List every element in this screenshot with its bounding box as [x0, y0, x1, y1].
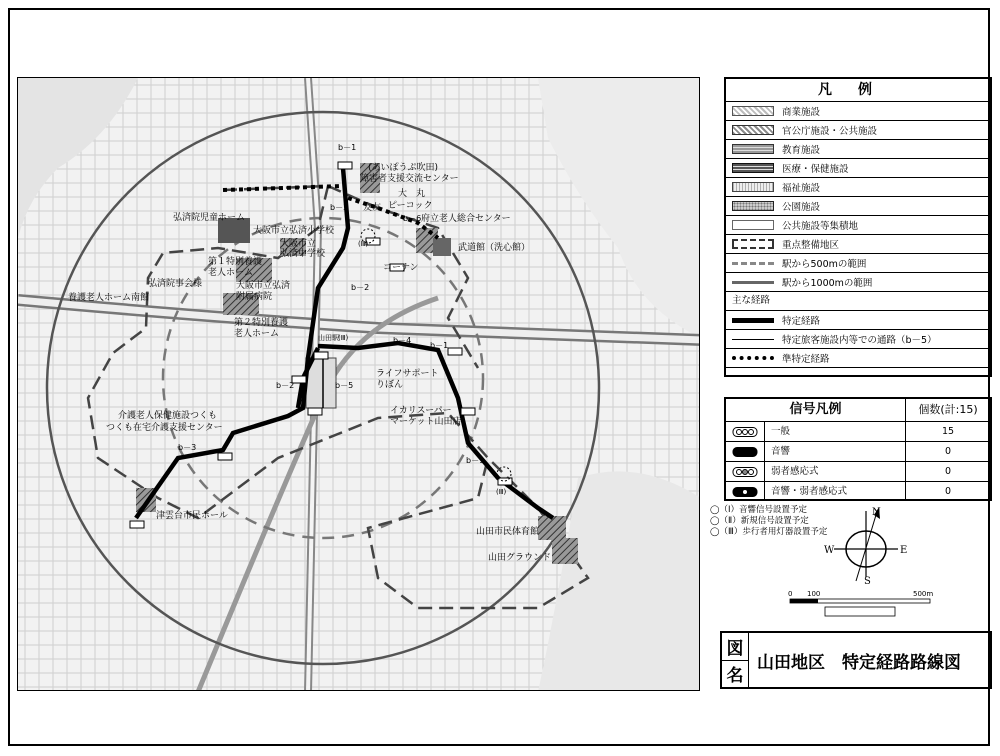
legend-label: 公共施設等集積地 — [782, 221, 859, 232]
legend-row — [726, 235, 990, 254]
legend-label: 駅から500mの範囲 — [782, 259, 867, 270]
map-label: 友友 — [363, 203, 382, 213]
legend-swatch — [732, 281, 774, 284]
signal-notes — [710, 505, 827, 538]
signal-count: 0 — [944, 486, 952, 497]
route-legend-row — [726, 330, 990, 349]
map-label: 介護老人保健施設つくも — [118, 411, 218, 421]
map-label: 武道館（洗心館） — [458, 243, 531, 253]
compass-south: S — [864, 576, 871, 585]
legend-swatch — [732, 239, 774, 249]
signal-note: (Ⅲ) — [338, 334, 349, 342]
route-label: 特定経路 — [782, 316, 821, 327]
facility-ground[interactable] — [552, 538, 578, 564]
route-label: b－1 — [430, 341, 449, 350]
compass-east: E — [900, 545, 908, 556]
note-item: ◯（Ⅲ）歩行者用灯器設置予定 — [710, 527, 828, 537]
map-canvas — [18, 78, 700, 691]
map-label: コーナン — [383, 263, 419, 273]
map-label: 津雲台市民ホール — [156, 511, 228, 521]
route-label: b－5 — [335, 381, 354, 390]
map-title: 山田地区 特定経路路線図 — [757, 652, 961, 673]
legend-title: 凡例 — [726, 79, 990, 102]
route-map[interactable] — [17, 77, 700, 691]
map-label: 障害者支援交流センター — [360, 174, 459, 184]
map-label: 弘済院事会様 — [148, 279, 203, 289]
route-label: b－6 — [403, 214, 422, 223]
signal-count: 15 — [941, 426, 955, 437]
signal-note: (Ⅲ) — [358, 240, 369, 248]
compass-north: N — [872, 507, 881, 518]
legend-row — [726, 216, 990, 235]
route-label: b－3 — [330, 203, 349, 212]
route-legend-row — [726, 311, 990, 330]
map-label: 老人ホーム — [234, 329, 280, 339]
legend-label: 官公庁施設・公共施設 — [782, 126, 878, 137]
map-label: 山田市民体育館 — [476, 527, 540, 537]
map-label: マーケット山田店 — [390, 417, 462, 427]
legend-label: 重点整備地区 — [782, 240, 840, 251]
title-box — [720, 631, 992, 689]
map-label: (あいぽうぷ吹田) — [368, 163, 439, 173]
map-label: 附属病院 — [236, 292, 273, 302]
legend-swatch — [732, 144, 774, 154]
title-key-top: 図 — [722, 633, 748, 661]
route-legend-row — [726, 349, 990, 368]
route-label: b－2 — [351, 283, 370, 292]
map-label: 大阪市立 — [280, 239, 317, 249]
route-label: b－9 — [466, 456, 485, 465]
compass-icon — [816, 505, 916, 585]
scale-mid: 100 — [807, 590, 821, 598]
signal-type-name: 一般 — [765, 422, 906, 441]
facility-budokan[interactable] — [433, 238, 451, 256]
signal-count: 0 — [944, 446, 952, 457]
route-swatch — [732, 318, 774, 323]
legend-swatch — [732, 262, 774, 265]
compass-rose — [816, 505, 916, 585]
route-label: 特定旅客施設内等での通路（b－5） — [782, 335, 937, 346]
map-label: 第２特別養護 — [234, 318, 289, 328]
map-label: イカリスーパー — [390, 406, 452, 416]
map-label: 大阪市立弘済小学校 — [253, 226, 335, 236]
map-label: 大阪市立弘済 — [236, 281, 291, 291]
signal-type-name: 弱者感応式 — [765, 462, 906, 481]
map-label: 弘済中学校 — [280, 249, 326, 259]
signal-type-icon — [726, 482, 765, 501]
signal-note: (Ⅲ) — [496, 488, 507, 496]
route-swatch — [732, 339, 774, 340]
map-label: ピーコック — [388, 201, 433, 211]
map-label: 弘済院児童ホーム — [173, 213, 246, 223]
signal-type-icon — [726, 442, 765, 461]
legend-row — [726, 254, 990, 273]
route-label: b－2 — [276, 381, 295, 390]
legend-panel — [724, 77, 992, 377]
map-label: 第１特別養護 — [208, 257, 263, 267]
legend-row — [726, 197, 990, 216]
map-label: ライフサポート — [376, 369, 439, 379]
scale-bar — [785, 588, 935, 618]
signal-row — [726, 462, 990, 482]
legend-row — [726, 273, 990, 292]
signal-count-header: 個数(計:15) — [918, 403, 978, 416]
compass-west: W — [824, 545, 835, 556]
legend-row — [726, 102, 990, 121]
map-label: りぼん — [376, 380, 404, 390]
legend-swatch — [732, 201, 774, 211]
route-swatch — [732, 356, 774, 360]
legend-label: 駅から1000mの範囲 — [782, 278, 873, 289]
map-label: 山田グラウンド — [488, 553, 552, 563]
legend-swatch — [732, 106, 774, 116]
route-label: b－4 — [393, 336, 412, 345]
signal-type-icon — [726, 422, 765, 441]
legend-row — [726, 178, 990, 197]
scale-end: 500m — [913, 590, 934, 598]
legend-label: 教育施設 — [782, 145, 821, 156]
scale-zero: 0 — [788, 590, 793, 598]
note-item: ◯（Ⅱ）新規信号設置予定 — [710, 516, 809, 526]
legend-row — [726, 159, 990, 178]
facility-gymnasium[interactable] — [538, 516, 566, 540]
title-key-bottom: 名 — [726, 666, 744, 687]
map-label: つくも在宅介護支援センター — [106, 423, 223, 433]
signal-type-icon — [726, 462, 765, 481]
map-label: 養護老人ホーム南館 — [68, 293, 150, 303]
legend-swatch — [732, 182, 774, 192]
route-legend-header: 主な経路 — [726, 292, 990, 311]
legend-label: 医療・保健施設 — [782, 164, 849, 175]
route-label: b－1 — [338, 143, 357, 152]
legend-swatch — [732, 163, 774, 173]
signal-legend-panel — [724, 397, 992, 501]
legend-row — [726, 140, 990, 159]
map-label: 府立老人総合センター — [421, 214, 511, 224]
legend-swatch — [732, 220, 774, 230]
signal-row — [726, 482, 990, 501]
map-label: 大 丸 — [398, 189, 426, 199]
signal-row — [726, 442, 990, 462]
signal-count: 0 — [944, 466, 952, 477]
legend-label: 商業施設 — [782, 107, 821, 118]
station-label: 山田駅 — [318, 334, 339, 342]
signal-legend-title: 信号凡例 — [726, 399, 906, 421]
map-label: 老人ホーム — [208, 268, 254, 278]
signal-type-name: 音響 — [765, 442, 906, 461]
legend-label: 公園施設 — [782, 202, 821, 213]
legend-swatch — [732, 125, 774, 135]
signal-type-name: 音響・弱者感応式 — [765, 482, 906, 501]
legend-label: 福祉施設 — [782, 183, 821, 194]
route-label: 準特定経路 — [782, 354, 830, 365]
route-label: b－3 — [178, 443, 197, 452]
signal-row — [726, 422, 990, 442]
legend-row — [726, 121, 990, 140]
note-item: ◯（Ⅰ）音響信号設置予定 — [710, 505, 808, 515]
